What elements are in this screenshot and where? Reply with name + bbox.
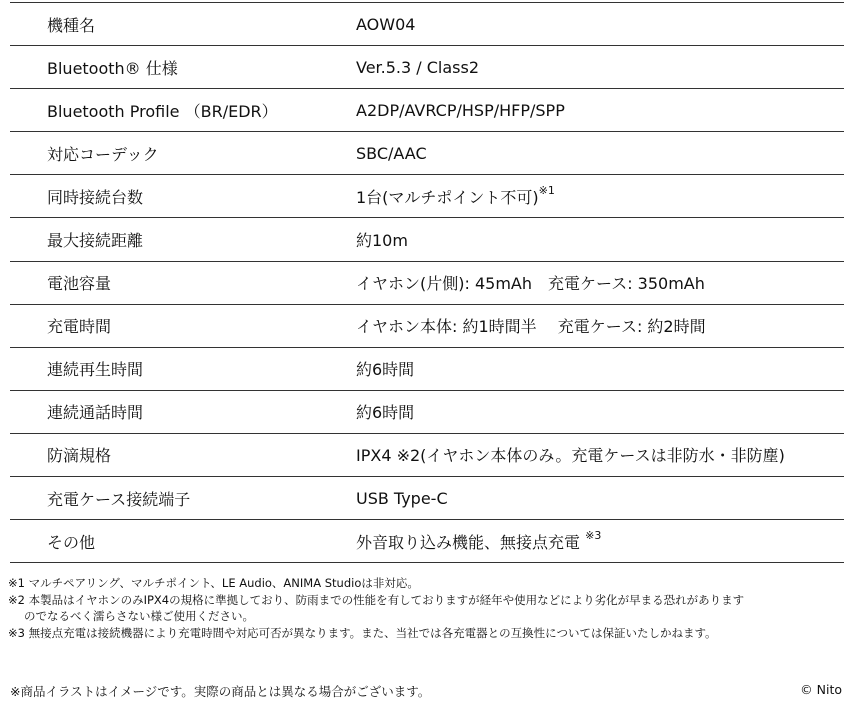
spec-value: USB Type-C xyxy=(356,488,448,508)
spec-value xyxy=(356,175,555,217)
spec-label: 対応コーデック xyxy=(47,144,159,164)
spec-row-charge-time xyxy=(10,305,844,348)
spec-value: 約10m xyxy=(356,231,408,251)
spec-value: Ver.5.3 / Class2 xyxy=(356,57,480,77)
spec-label: 連続通話時間 xyxy=(47,403,144,423)
spec-row-other xyxy=(10,520,844,563)
spec-row-codec xyxy=(10,132,844,175)
spec-row-battery xyxy=(10,262,844,305)
spec-row-bluetooth-version xyxy=(10,46,844,89)
spec-label: 充電時間 xyxy=(47,317,112,337)
copyright: © Nito xyxy=(800,682,842,697)
footnote-ref: ※3 xyxy=(585,528,602,542)
spec-label: 機種名 xyxy=(47,15,96,35)
footnote-ref: ※1 xyxy=(538,183,555,197)
spec-value: イヤホン本体: 約1時間半 充電ケース: 約2時間 xyxy=(356,317,706,337)
spec-value-text: 1台(マルチポイント不可) xyxy=(356,187,539,207)
spec-value-text: 外音取り込み機能、無接点充電 xyxy=(356,532,581,552)
illustration-disclaimer: ※商品イラストはイメージです。実際の商品とは異なる場合がございます。 xyxy=(10,684,431,699)
spec-label: 充電ケース接続端子 xyxy=(47,489,191,509)
spec-row-bluetooth-profile xyxy=(10,89,844,132)
spec-label: Bluetooth Profile （BR/EDR） xyxy=(47,101,278,121)
spec-row-playback-time xyxy=(10,348,844,391)
footnote-3: ※3 無接点充電は接続機器により充電時間や対応可否が異なります。また、当社では各充電器との互換性については保証いたしかねます。 xyxy=(8,625,717,640)
spec-label: Bluetooth® 仕様 xyxy=(47,58,178,78)
spec-row-model xyxy=(10,3,844,46)
spec-value: イヤホン(片側): 45mAh 充電ケース: 350mAh xyxy=(356,274,705,294)
spec-value: SBC/AAC xyxy=(356,143,427,163)
footnote-2: ※2 本製品はイヤホンのみIPX4の規格に準拠しており、防雨までの性能を有しておりますが経年や使用などにより劣化が早まる恐れがあります xyxy=(8,592,745,607)
spec-row-max-range xyxy=(10,218,844,261)
spec-label: その他 xyxy=(47,532,96,552)
footnote-2-continued: のでなるべく濡らさない様ご使用ください。 xyxy=(24,609,254,623)
spec-row-charging-port xyxy=(10,477,844,520)
spec-row-talk-time xyxy=(10,391,844,434)
spec-value: A2DP/AVRCP/HSP/HFP/SPP xyxy=(356,100,565,120)
footnotes xyxy=(8,575,844,641)
spec-label: 同時接続台数 xyxy=(47,187,144,207)
spec-value xyxy=(356,520,601,562)
spec-row-water-resistance xyxy=(10,434,844,477)
spec-value: 約6時間 xyxy=(356,360,415,380)
spec-label: 連続再生時間 xyxy=(47,360,144,380)
spec-row-simultaneous-connections xyxy=(10,175,844,218)
footnote-1: ※1 マルチペアリング、マルチポイント、LE Audio、ANIMA Studioは非対応。 xyxy=(8,576,419,590)
spec-value: AOW04 xyxy=(356,14,416,34)
spec-value: 約6時間 xyxy=(356,403,415,423)
spec-label: 最大接続距離 xyxy=(47,231,144,251)
spec-label: 防滴規格 xyxy=(47,446,112,466)
spec-table xyxy=(10,2,844,563)
spec-label: 電池容量 xyxy=(47,274,112,294)
spec-value: IPX4 ※2(イヤホン本体のみ。充電ケースは非防水・非防塵) xyxy=(356,446,785,466)
